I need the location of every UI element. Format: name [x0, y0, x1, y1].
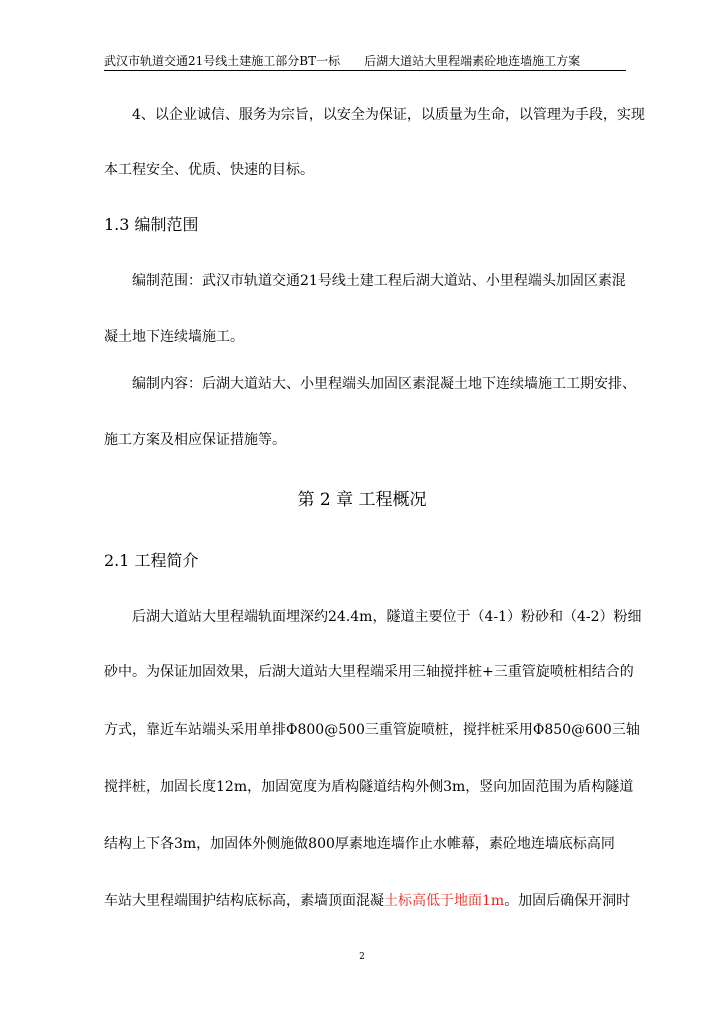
content-line1: 编制内容：后湖大道站大、小里程端头加固区素混凝土地下连续墙施工工期安排、 [132, 376, 636, 392]
intro-line6-start: 车站大里程端围护结构底标高，素墙顶面混凝 [104, 893, 384, 909]
intro-line2: 砂中。为保证加固效果，后湖大道站大里程端采用三轴搅拌桩+三重管旋喷桩相结合的 [104, 664, 634, 680]
scope-line1: 编制范围：武汉市轨道交通21号线土建工程后湖大道站、小里程端头加固区素混 [132, 273, 626, 289]
intro-line3: 方式，靠近车站端头采用单排Φ800@500三重管旋喷桩，搅拌桩采用Φ850@600三轴 [104, 722, 640, 738]
section-1-3-title: 1.3 编制范围 [104, 215, 199, 234]
item4-line1: 4、以企业诚信、服务为宗旨，以安全为保证，以质量为生命，以管理为手段，实现 [132, 107, 645, 123]
item4-line2: 本工程安全、优质、快速的目标。 [104, 162, 314, 178]
chapter-2-title: 第 2 章 工程概况 [297, 490, 427, 510]
section-2-1-title: 2.1 工程简介 [104, 551, 199, 570]
content-line2: 施工方案及相应保证措施等。 [104, 432, 286, 448]
intro-line1: 后湖大道站大里程端轨面埋深约24.4m，隧道主要位于（4-1）粉砂和（4-2）粉细 [132, 609, 642, 625]
page-header [104, 52, 626, 71]
header-left-text: 武汉市轨道交通21号线土建施工部分BT一标 [104, 54, 341, 68]
intro-line6 [104, 891, 630, 911]
page-number: 2 [359, 952, 365, 962]
header-right-text: 后湖大道站大里程端素砼地连墙施工方案 [364, 54, 581, 68]
intro-line6-end: 。加固后确保开洞时 [504, 893, 631, 909]
scope-line2: 凝土地下连续墙施工。 [104, 329, 244, 345]
intro-line6-highlight: 土标高低于地面1m [384, 893, 505, 909]
intro-line5: 结构上下各3m，加固体外侧施做800厚素地连墙作止水帷幕，素砼地连墙底标高同 [104, 836, 615, 852]
intro-line4: 搅拌桩，加固长度12m，加固宽度为盾构隧道结构外侧3m，竖向加固范围为盾构隧道 [104, 779, 634, 795]
